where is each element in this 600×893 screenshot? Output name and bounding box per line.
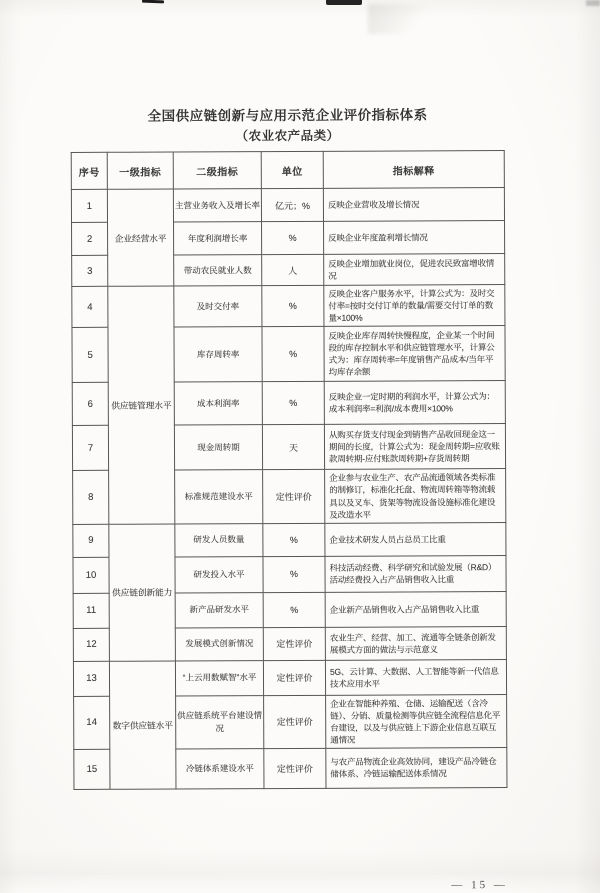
explanation-cell: 反映企业营收及增长情况 [323,188,504,222]
level2-indicator-cell: 冷链体系建设水平 [176,748,264,788]
seq-cell: 9 [73,524,109,557]
col-header-level1: 一级指标 [107,152,173,189]
indicator-table [71,150,508,790]
seq-cell: 2 [72,222,108,255]
seq-cell: 6 [72,383,108,426]
seq-cell: 4 [72,286,108,327]
table-row [72,285,505,328]
unit-cell: 定性评价 [263,660,325,695]
scan-smudge-icon [326,0,362,5]
seq-cell: 8 [73,471,109,524]
explanation-cell: 与农产品物流企业高效协同，建设产品冷链仓储体系、冷链运输配送体系情况 [326,747,507,788]
table-row [73,659,506,696]
col-header-no: 序号 [71,152,107,189]
table-header-row [71,151,504,190]
seq-cell: 7 [72,426,108,471]
seq-cell: 11 [73,593,109,628]
seq-cell: 14 [74,696,110,749]
level1-group-cell: 供应链管理水平 [108,286,175,524]
level2-indicator-cell: 现金周转期 [174,425,262,470]
scan-smudge-icon [142,0,164,3]
page-subtitle: （农业农产品类） [235,128,340,144]
col-header-unit: 单位 [261,152,323,189]
level1-group-cell: 数字供应链水平 [109,661,176,790]
explanation-cell: 反映企业年度盈利增长情况 [324,221,505,255]
unit-cell: % [263,592,325,627]
unit-cell: 定性评价 [264,748,326,788]
unit-cell: 亿元；% [261,189,323,222]
level2-indicator-cell: 供应链系统平台建设情况 [176,695,264,749]
explanation-cell: 企业新产品销售收入占产品销售收入比重 [325,591,506,627]
explanation-cell: 反映企业一定时期的利润水平，计算公式为：成本利润率=利润/成本费用×100% [324,381,505,425]
seq-cell: 1 [71,189,107,222]
level2-indicator-cell: 带动农民就业人数 [174,255,262,286]
explanation-cell: 企业参与农业生产、农产品流通领域各类标准的制修订，标准化托盘、物流周转箱等物流载具以及叉车、货架等物流设备设施标准化建设及改造水平 [325,469,506,523]
explanation-cell: 从购买存货支付现金到销售产品收回现金这一期间的长度，计算公式为：现金周转期=应收账款周转期-应付账款周转期+存货周转期 [324,424,505,470]
title-block [71,107,505,145]
page-title: 全国供应链创新与应用示范企业评价指标体系 [147,107,428,124]
unit-cell: 定性评价 [264,695,326,749]
unit-cell: % [262,382,324,425]
explanation-cell: 科技活动经费、科学研究和试验发展（R&D）活动经费投入占产品销售收入比重 [325,555,506,592]
explanation-cell: 企业技术研发人员占总员工比重 [325,522,506,556]
unit-cell: % [263,556,325,592]
seq-cell: 3 [72,255,108,286]
seq-cell: 5 [72,328,108,383]
unit-cell: % [262,286,324,327]
level2-indicator-cell: “上云用数赋智”水平 [175,660,263,695]
col-header-level2: 二级指标 [173,152,261,189]
level2-indicator-cell: 发展模式创新情况 [175,627,263,660]
level2-indicator-cell: 库存周转率 [174,327,262,382]
level1-group-cell: 供应链创新能力 [109,524,176,661]
level2-indicator-cell: 主营业务收入及增长率 [173,189,261,222]
level2-indicator-cell: 年度利润增长率 [174,222,262,255]
seq-cell: 13 [73,661,109,696]
level2-indicator-cell: 研发投入水平 [175,556,263,592]
unit-cell: 人 [262,255,324,286]
unit-cell: % [262,222,324,255]
page-number: — 15 — [451,879,508,892]
scan-shadow [368,4,438,34]
unit-cell: % [263,523,325,556]
explanation-cell: 反映企业增加就业岗位，促进农民致富增收情况 [324,254,505,286]
table-row [73,522,506,557]
unit-cell: 定性评价 [263,470,325,524]
seq-cell: 15 [74,749,110,789]
explanation-cell: 企业在智能种养殖、仓储、运输配送（含冷链）、分销、质量检测等供应链全流程信息化平台建设，以及与供应链上下游企业信息互联互通情况 [326,694,507,748]
level1-group-cell: 企业经营水平 [107,189,173,286]
document-page [71,107,508,892]
unit-cell: 定性评价 [263,627,325,660]
scan-smudge-icon [586,0,600,6]
explanation-cell: 农业生产、经营、加工、流通等全链条创新发展模式方面的做法与示范意义 [325,626,506,660]
level2-indicator-cell: 及时交付率 [174,286,262,328]
explanation-cell: 5G、云计算、大数据、人工智能等新一代信息技术应用水平 [325,659,506,695]
table-row [71,188,504,223]
explanation-cell: 反映企业客户服务水平，计算公式为：及时交付率=按时交付订单的数量/需要交付订单的数量×100% [324,285,505,327]
unit-cell: % [262,327,324,382]
level2-indicator-cell: 成本利润率 [174,382,262,425]
seq-cell: 12 [73,628,109,661]
explanation-cell: 反映企业库存周转快慢程度，企业某一个时间段的库存控制水平和供应链管理水平，计算公式为：库存周转率=年度销售产品成本/当年平均库存余额 [324,326,505,382]
level2-indicator-cell: 新产品研发水平 [175,592,263,627]
level2-indicator-cell: 研发人员数量 [175,523,263,556]
col-header-explanation: 指标解释 [323,151,504,189]
level2-indicator-cell: 标准规范建设水平 [175,470,263,524]
seq-cell: 10 [73,557,109,593]
unit-cell: 天 [262,425,324,470]
